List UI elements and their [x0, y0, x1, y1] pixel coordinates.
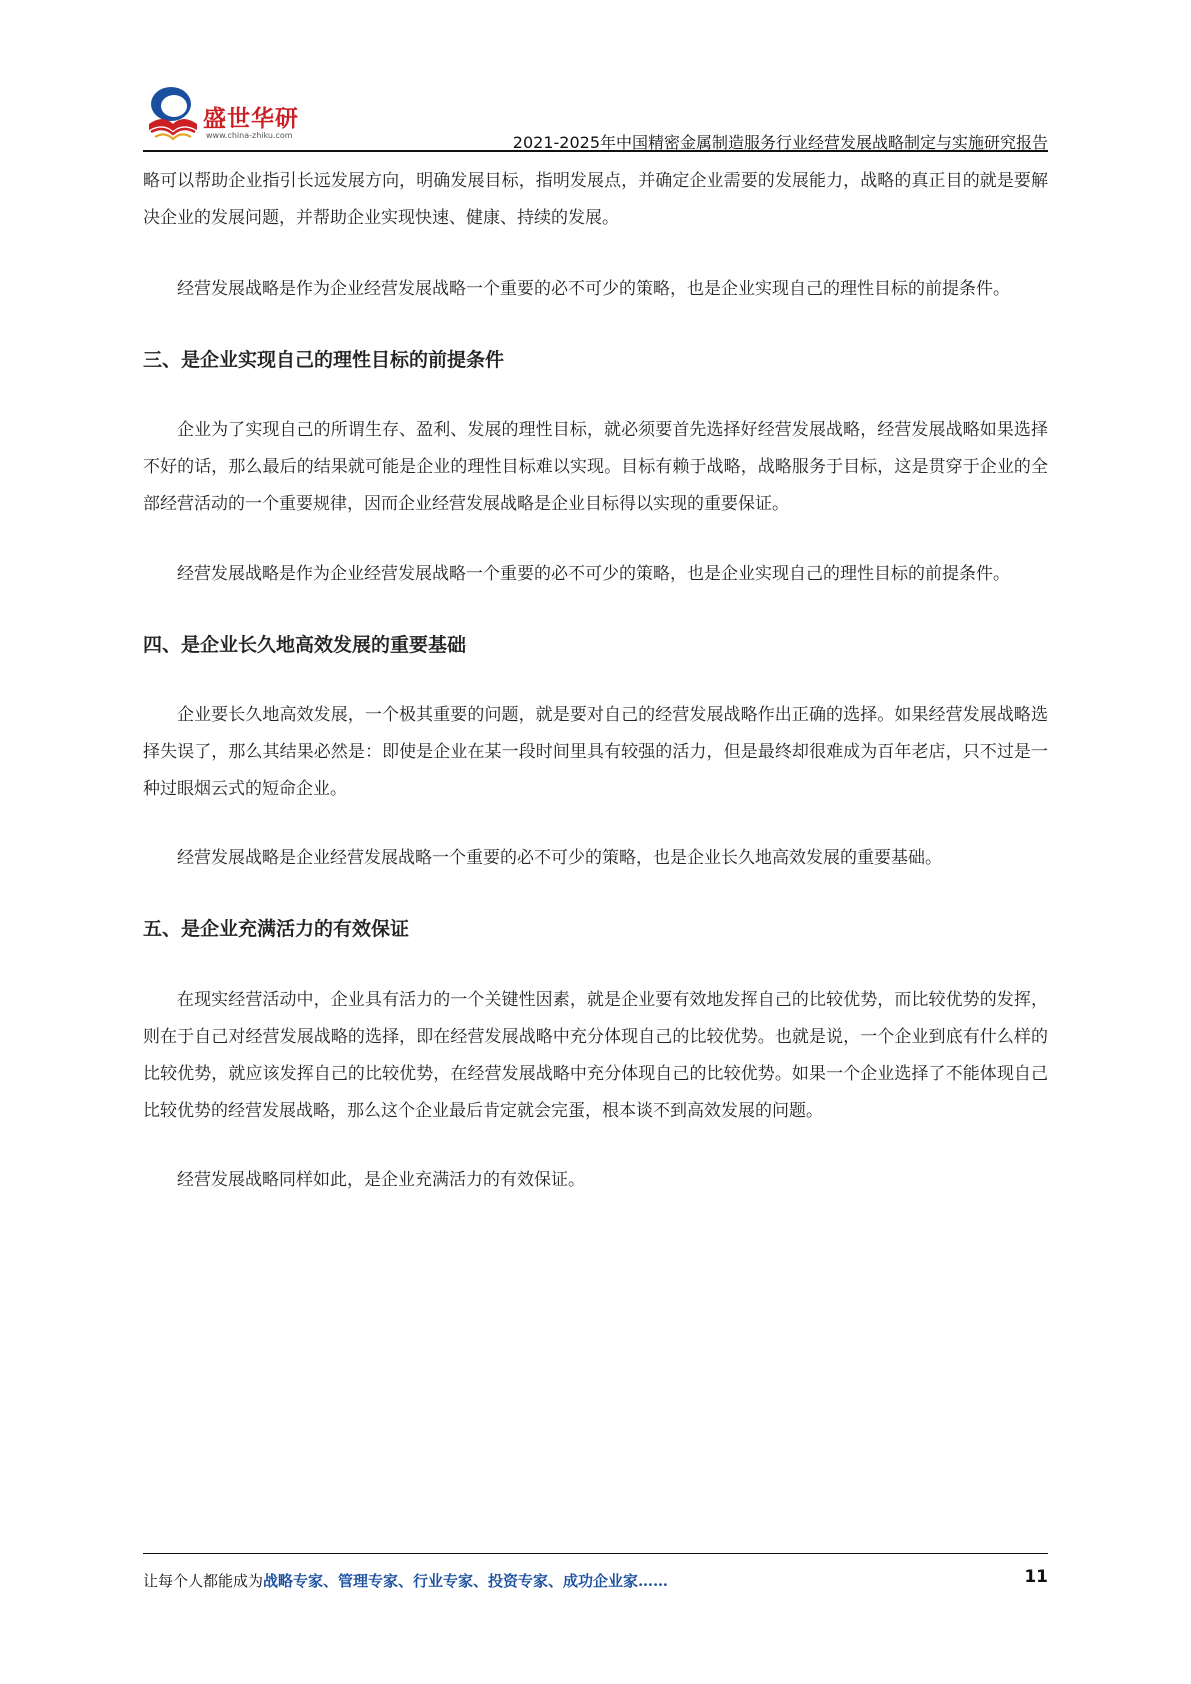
- report-title: 2021-2025年中国精密金属制造服务行业经营发展战略制定与实施研究报告: [512, 133, 1048, 152]
- footer-slogan-highlight: 战略专家、管理专家、行业专家、投资专家、成功企业家……: [263, 1572, 669, 1590]
- paragraph-7: 在现实经营活动中，企业具有活力的一个关键性因素，就是企业要有效地发挥自己的比较优势，而比较优势的发挥，则在于自己对经营发展战略的选择，即在经营发展战略中充分体现自己的比较优势。也就是说，一个企业到底有什么样的比较优势，就应该发挥自己的比较优势，在经营发展战略中充分体现自己的比较优势。如果一个企业选择了不能体现自己比较优势的经营发展战略，那么这个企业最后肯定就会完蛋，根本谈不到高效发展的问题。: [143, 990, 1048, 1121]
- header-divider: [143, 150, 1048, 152]
- paragraph-8: 经营发展战略同样如此，是企业充满活力的有效保证。: [177, 1170, 585, 1190]
- footer-divider: [143, 1553, 1048, 1554]
- paragraph-1: 略可以帮助企业指引长远发展方向，明确发展目标，指明发展点，并确定企业需要的发展能力，战略的真正目的就是要解决企业的发展问题，并帮助企业实现快速、健康、持续的发展。: [143, 171, 1048, 228]
- page-number: 11: [1024, 1567, 1048, 1587]
- section-heading-5: 五、是企业充满活力的有效保证: [143, 918, 410, 940]
- page-header: [143, 80, 1048, 150]
- section-heading-3: 三、是企业实现自己的理性目标的前提条件: [143, 349, 505, 371]
- company-logo: [143, 80, 323, 150]
- body-content: [143, 163, 1048, 1199]
- paragraph-3: 企业为了实现自己的所谓生存、盈利、发展的理性目标，就必须要首先选择好经营发展战略，经营发展战略如果选择不好的话，那么最后的结果就可能是企业的理性目标难以实现。目标有赖于战略，战略服务于目标，这是贯穿于企业的全部经营活动的一个重要规律，因而企业经营发展战略是企业目标得以实现的重要保证。: [143, 420, 1048, 514]
- section-heading-4: 四、是企业长久地高效发展的重要基础: [143, 634, 467, 656]
- logo-emblem-icon: [143, 80, 203, 150]
- logo-company-name: 盛世华研: [203, 106, 299, 132]
- footer-slogan-prefix: 让每个人都能成为: [143, 1572, 264, 1590]
- paragraph-6: 经营发展战略是企业经营发展战略一个重要的必不可少的策略，也是企业长久地高效发展的重要基础。: [177, 848, 942, 868]
- footer-slogan: [143, 1570, 668, 1591]
- paragraph-2: 经营发展战略是作为企业经营发展战略一个重要的必不可少的策略，也是企业实现自己的理性目标的前提条件。: [177, 279, 1010, 299]
- logo-website: www.china-zhiku.com: [206, 131, 293, 140]
- paragraph-4: 经营发展战略是作为企业经营发展战略一个重要的必不可少的策略，也是企业实现自己的理性目标的前提条件。: [177, 564, 1010, 584]
- paragraph-5: 企业要长久地高效发展，一个极其重要的问题，就是要对自己的经营发展战略作出正确的选择。如果经营发展战略选择失误了，那么其结果必然是：即使是企业在某一段时间里具有较强的活力，但是最终却很难成为百年老店，只不过是一种过眼烟云式的短命企业。: [143, 705, 1048, 799]
